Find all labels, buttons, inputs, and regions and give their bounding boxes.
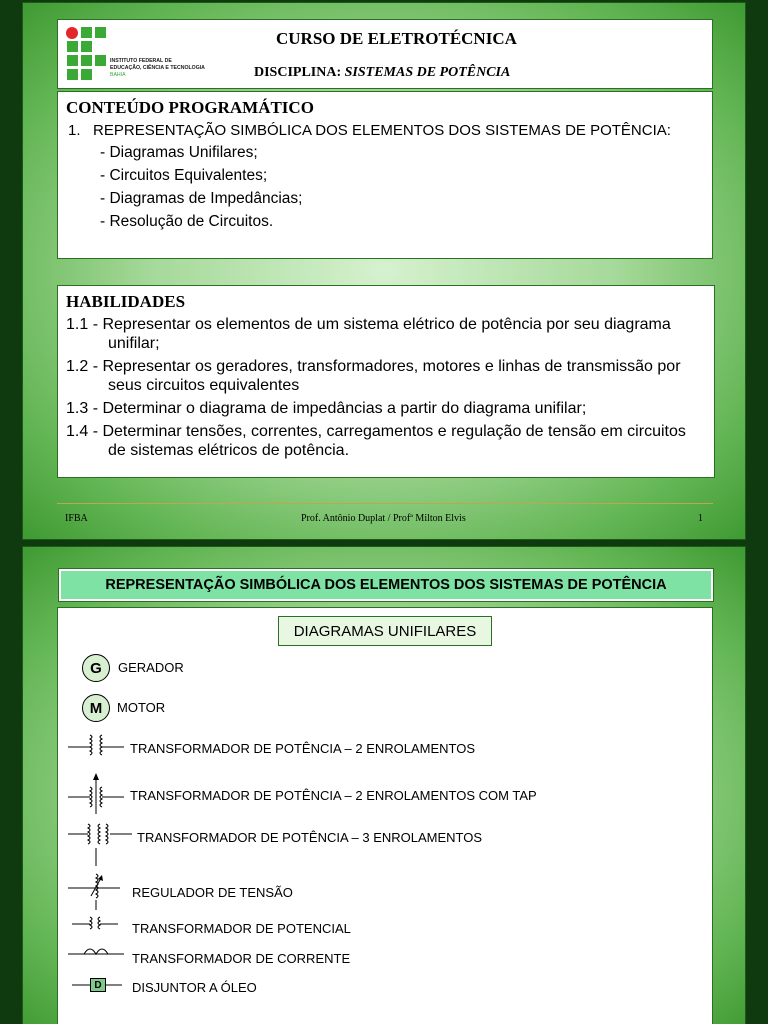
content-title: CONTEÚDO PROGRAMÁTICO bbox=[66, 98, 314, 117]
habilidade-item: 1.1 - Representar os elementos de um sistema elétrico de potência por seu diagrama unifilar; bbox=[66, 316, 671, 352]
footer-divider bbox=[57, 503, 713, 504]
generator-label: GERADOR bbox=[118, 660, 184, 675]
footer-page-number: 1 bbox=[698, 513, 703, 524]
habilidades-title: HABILIDADES bbox=[66, 292, 186, 311]
discipline bbox=[254, 65, 510, 81]
content-subitem: - Resolução de Circuitos. bbox=[100, 213, 274, 230]
oil-breaker-symbol: D bbox=[90, 978, 106, 992]
footer-left: IFBA bbox=[65, 513, 88, 524]
content-item bbox=[66, 121, 704, 141]
logo-line-1: INSTITUTO FEDERAL DE bbox=[110, 58, 172, 64]
transformer-3-windings-icon bbox=[68, 820, 138, 866]
logo-line-3: BAHIA bbox=[110, 72, 126, 78]
diagram-subtitle: DIAGRAMAS UNIFILARES bbox=[278, 616, 492, 646]
slide-banner bbox=[59, 569, 713, 601]
banner-title: REPRESENTAÇÃO SIMBÓLICA DOS ELEMENTOS DOS SISTEMAS DE POTÊNCIA bbox=[105, 577, 667, 593]
content-subitem: - Diagramas Unifilares; bbox=[100, 144, 258, 161]
course-title: CURSO DE ELETROTÉCNICA bbox=[276, 29, 517, 48]
voltage-regulator-label: REGULADOR DE TENSÃO bbox=[132, 885, 293, 900]
header-box bbox=[57, 19, 713, 89]
transformer-2-windings-tap-label: TRANSFORMADOR DE POTÊNCIA – 2 ENROLAMENTOS COM TAP bbox=[130, 788, 537, 803]
content-subitem: - Diagramas de Impedâncias; bbox=[100, 190, 303, 207]
ifba-logo bbox=[64, 26, 208, 82]
potential-transformer-label: TRANSFORMADOR DE POTENCIAL bbox=[132, 921, 351, 936]
footer-authors: Prof. Antônio Duplat / Profª Milton Elvis bbox=[301, 513, 466, 524]
content-subitem: - Circuitos Equivalentes; bbox=[100, 167, 268, 184]
oil-breaker-label: DISJUNTOR A ÓLEO bbox=[132, 980, 257, 995]
generator-symbol: G bbox=[82, 654, 110, 682]
slide-2 bbox=[22, 546, 746, 1024]
habilidade-item: 1.3 - Determinar o diagrama de impedâncias a partir do diagrama unifilar; bbox=[66, 400, 587, 417]
current-transformer-icon bbox=[68, 942, 124, 962]
content-box bbox=[57, 91, 713, 259]
motor-symbol: M bbox=[82, 694, 110, 722]
content-item-number: 1. bbox=[68, 122, 81, 139]
habilidade-item: 1.2 - Representar os geradores, transformadores, motores e linhas de transmissão por seus circuitos equivalentes bbox=[66, 358, 681, 394]
voltage-regulator-icon bbox=[68, 866, 124, 910]
motor-label: MOTOR bbox=[117, 700, 166, 715]
transformer-2-windings-tap-icon bbox=[68, 772, 124, 816]
diagram-box bbox=[57, 607, 713, 1024]
transformer-2-windings-icon bbox=[68, 732, 124, 762]
potential-transformer-icon bbox=[68, 914, 124, 934]
current-transformer-label: TRANSFORMADOR DE CORRENTE bbox=[132, 951, 351, 966]
habilidades-box bbox=[57, 285, 715, 478]
logo-line-2: EDUCAÇÃO, CIÊNCIA E TECNOLOGIA bbox=[110, 65, 205, 71]
transformer-2-windings-label: TRANSFORMADOR DE POTÊNCIA – 2 ENROLAMENTOS bbox=[130, 741, 476, 756]
content-item-text: REPRESENTAÇÃO SIMBÓLICA DOS ELEMENTOS DOS SISTEMAS DE POTÊNCIA: bbox=[93, 122, 671, 139]
transformer-3-windings-label: TRANSFORMADOR DE POTÊNCIA – 3 ENROLAMENTOS bbox=[137, 830, 483, 845]
slide-1 bbox=[22, 2, 746, 540]
habilidade-item: 1.4 - Determinar tensões, correntes, carregamentos e regulação de tensão em circuitos de sistemas elétricos de potência. bbox=[66, 423, 686, 459]
discipline-name: SISTEMAS DE POTÊNCIA bbox=[344, 65, 511, 80]
discipline-label: DISCIPLINA: bbox=[254, 65, 345, 80]
